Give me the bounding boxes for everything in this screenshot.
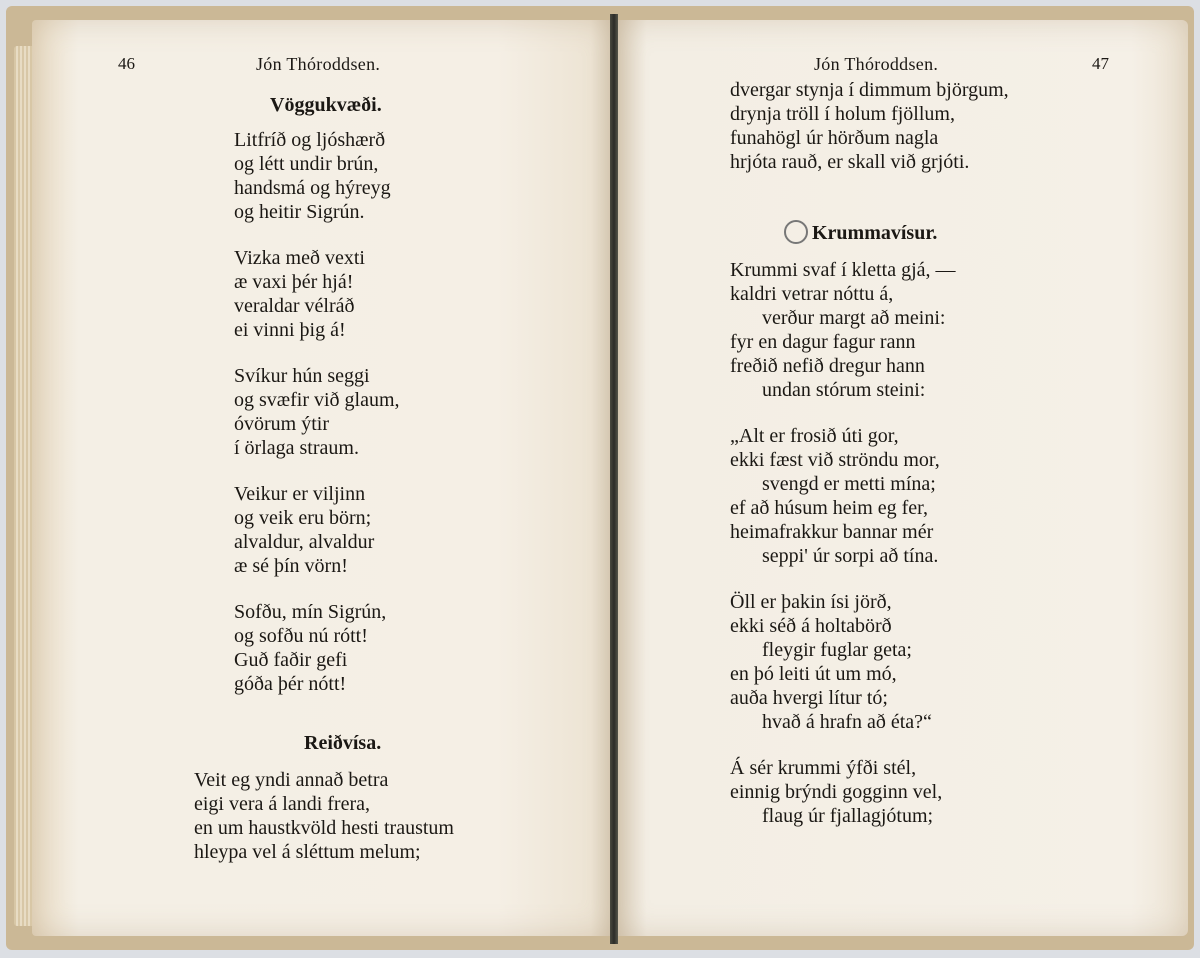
- verse-line: Öll er þakin ísi jörð,: [730, 591, 892, 613]
- verse-line: alvaldur, alvaldur: [234, 531, 375, 553]
- poem-title-reidvisa: Reiðvísa.: [304, 732, 382, 754]
- page-number-right: 47: [1092, 54, 1109, 73]
- running-head-right: Jón Thóroddsen.: [814, 54, 939, 74]
- poem-reidvisa-text: [194, 768, 454, 864]
- verse-line: fleygir fuglar geta;: [762, 639, 912, 661]
- verse-line: fyr en dagur fagur rann: [730, 331, 916, 353]
- poem-voggukvaedi-text: [234, 128, 400, 696]
- verse-line: seppi' úr sorpi að tína.: [762, 545, 939, 567]
- verse-line: Litfríð og ljóshærð: [234, 129, 386, 151]
- verse-line: Svíkur hún seggi: [234, 365, 370, 387]
- verse-line: hrjóta rauð, er skall við grjóti.: [730, 151, 970, 173]
- verse-line: og veik eru börn;: [234, 507, 372, 529]
- poem-title-krummavisur: Krummavísur.: [812, 222, 938, 244]
- verse-line: drynja tröll í holum fjöllum,: [730, 103, 955, 125]
- verse-line: Veikur er viljinn: [234, 483, 366, 505]
- verse-line: Veit eg yndi annað betra: [194, 769, 389, 791]
- verse-line: Vizka með vexti: [234, 247, 365, 269]
- verse-line: hleypa vel á sléttum melum;: [194, 841, 421, 863]
- verse-line: og létt undir brún,: [234, 153, 379, 175]
- verse-line: auða hvergi lítur tó;: [730, 687, 888, 709]
- circle-ornament-icon: [784, 220, 808, 244]
- left-page: [32, 20, 614, 936]
- verse-line: kaldri vetrar nóttu á,: [730, 283, 894, 305]
- verse-line: óvörum ýtir: [234, 413, 329, 435]
- book-spine: [610, 14, 618, 944]
- verse-line: einnig brýndi gogginn vel,: [730, 781, 943, 803]
- running-head-left: Jón Thóroddsen.: [256, 54, 381, 74]
- verse-line: undan stórum steini:: [762, 379, 926, 401]
- verse-line: „Alt er frosið úti gor,: [730, 425, 899, 447]
- page-edges: [14, 46, 32, 926]
- book: [6, 6, 1194, 950]
- verse-line: Sofðu, mín Sigrún,: [234, 601, 387, 623]
- verse-line: heimafrakkur bannar mér: [730, 521, 934, 543]
- verse-line: og sofðu nú rótt!: [234, 625, 368, 647]
- verse-line: Á sér krummi ýfði stél,: [730, 757, 917, 779]
- verse-line: en þó leiti út um mó,: [730, 663, 897, 685]
- verse-line: æ vaxi þér hjá!: [234, 271, 354, 293]
- poem-krummavisur-text: [730, 258, 956, 828]
- poem-title-voggukvaedi: Vöggukvæði.: [270, 94, 382, 116]
- verse-line: Krummi svaf í kletta gjá, —: [730, 259, 956, 281]
- verse-line: Guð faðir gefi: [234, 649, 348, 671]
- verse-line: flaug úr fjallagjótum;: [762, 805, 934, 827]
- verse-line: funahögl úr hörðum nagla: [730, 127, 939, 149]
- right-page: [618, 20, 1188, 936]
- verse-line: ef að húsum heim eg fer,: [730, 497, 929, 519]
- verse-line: í örlaga straum.: [234, 437, 359, 459]
- continued-poem-text: [730, 78, 1009, 174]
- verse-line: ei vinni þig á!: [234, 319, 346, 341]
- verse-line: hvað á hrafn að éta?“: [762, 711, 932, 733]
- verse-line: ekki fæst við ströndu mor,: [730, 449, 940, 471]
- verse-line: æ sé þín vörn!: [234, 555, 348, 577]
- verse-line: freðið nefið dregur hann: [730, 355, 925, 377]
- verse-line: góða þér nótt!: [234, 673, 347, 695]
- verse-line: dvergar stynja í dimmum björgum,: [730, 79, 1009, 101]
- verse-line: og heitir Sigrún.: [234, 201, 365, 223]
- verse-line: handsmá og hýreyg: [234, 177, 391, 199]
- verse-line: eigi vera á landi frera,: [194, 793, 371, 815]
- verse-line: verður margt að meini:: [762, 307, 946, 329]
- verse-line: veraldar vélráð: [234, 295, 355, 317]
- verse-line: og svæfir við glaum,: [234, 389, 400, 411]
- verse-line: en um haustkvöld hesti traustum: [194, 817, 454, 839]
- verse-line: ekki séð á holtabörð: [730, 615, 892, 637]
- page-number-left: 46: [118, 54, 135, 73]
- verse-line: svengd er metti mína;: [762, 473, 936, 495]
